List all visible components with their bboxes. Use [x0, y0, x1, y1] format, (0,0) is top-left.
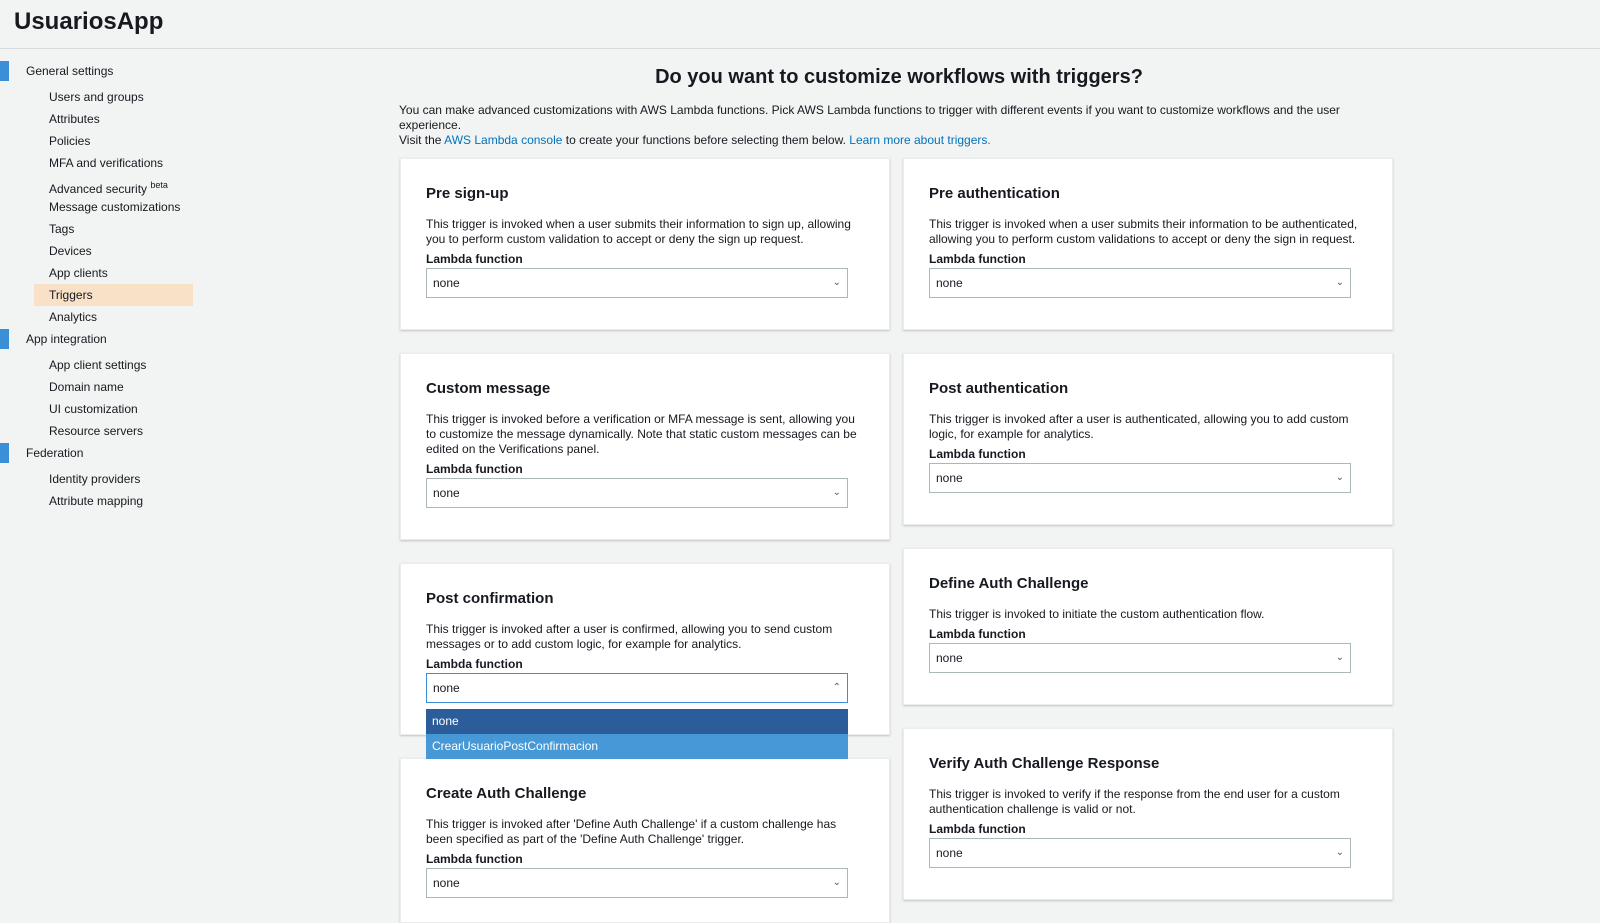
sidebar-item-triggers[interactable]: Triggers — [34, 284, 193, 306]
chevron-down-icon: ⌄ — [1335, 277, 1344, 288]
lambda-function-label: Lambda function — [426, 252, 523, 266]
lambda-function-select[interactable] — [426, 478, 848, 508]
trigger-card-create-auth-challenge — [400, 758, 890, 923]
section-marker — [0, 443, 9, 463]
trigger-card-verify-auth-challenge — [903, 728, 1393, 900]
lambda-function-select[interactable] — [426, 868, 848, 898]
select-value: none — [433, 276, 460, 290]
select-value: none — [936, 471, 963, 485]
nav-section-label: General settings — [26, 64, 114, 78]
dropdown-option-none[interactable]: none — [426, 709, 848, 734]
sidebar-item-attribute-mapping[interactable]: Attribute mapping — [49, 494, 144, 508]
nav-section-app-integration[interactable] — [0, 328, 200, 350]
trigger-card-pre-authentication — [903, 158, 1393, 330]
sidebar-item-attributes[interactable]: Attributes — [49, 112, 100, 126]
sidebar-item-policies[interactable]: Policies — [49, 134, 91, 148]
main-content — [399, 60, 1399, 148]
chevron-down-icon: ⌄ — [1335, 847, 1344, 858]
nav-section-general-settings[interactable] — [0, 60, 200, 82]
section-marker — [0, 329, 9, 349]
sidebar-item-users-and-groups[interactable]: Users and groups — [49, 90, 144, 104]
sidebar-item-ui-customization[interactable]: UI customization — [49, 402, 138, 416]
select-value: none — [433, 681, 460, 695]
lambda-function-label: Lambda function — [426, 852, 523, 866]
card-title: Define Auth Challenge — [929, 575, 1089, 592]
nav-section-label: App integration — [26, 332, 107, 346]
lambda-function-select[interactable] — [929, 643, 1351, 673]
intro-line: You can make advanced customizations with AWS Lambda functions. Pick AWS Lambda functions to trigger with different events if you want to customize workflows and the user experience. — [399, 103, 1340, 132]
app-header — [0, 0, 1600, 49]
learn-more-link[interactable]: Learn more about triggers. — [849, 133, 991, 147]
lambda-function-label: Lambda function — [929, 252, 1026, 266]
nav-section-federation[interactable] — [0, 442, 200, 464]
sidebar-item-mfa[interactable]: MFA and verifications — [49, 156, 164, 170]
nav-section-label: Federation — [26, 446, 84, 460]
chevron-up-icon: ⌃ — [832, 682, 841, 693]
sidebar-item-domain-name[interactable]: Domain name — [49, 380, 124, 394]
select-value: none — [433, 876, 460, 890]
sidebar-item-devices[interactable]: Devices — [49, 244, 92, 258]
card-title: Post authentication — [929, 380, 1069, 397]
card-description: This trigger is invoked before a verification or MFA message is sent, allowing you to customize the message dynamically. Note that static custom messages can be edited on the Verifications panel. — [426, 412, 857, 456]
chevron-down-icon: ⌄ — [1335, 472, 1344, 483]
card-description: This trigger is invoked after a user is confirmed, allowing you to send custom messages or to add custom logic, for example for analytics. — [426, 622, 833, 651]
sidebar-item-analytics[interactable]: Analytics — [49, 310, 98, 324]
select-value: none — [936, 846, 963, 860]
card-description: This trigger is invoked when a user submits their information to sign up, allowing you to perform custom validation to accept or deny the sign up request. — [426, 217, 851, 246]
select-value: none — [936, 276, 963, 290]
beta-badge: beta — [150, 180, 168, 190]
sidebar-item-advanced-security[interactable] — [0, 174, 200, 196]
lambda-function-select[interactable] — [426, 673, 848, 703]
sidebar-item-label: Advanced security — [49, 182, 148, 196]
lambda-function-select[interactable] — [929, 463, 1351, 493]
lambda-function-label: Lambda function — [426, 462, 523, 476]
dropdown-option-crear-usuario[interactable]: CrearUsuarioPostConfirmacion — [426, 734, 848, 759]
lambda-function-select[interactable] — [929, 268, 1351, 298]
chevron-down-icon: ⌄ — [832, 487, 841, 498]
sidebar-item-identity-providers[interactable]: Identity providers — [49, 472, 141, 486]
chevron-down-icon: ⌄ — [832, 277, 841, 288]
card-title: Pre authentication — [929, 185, 1060, 202]
sidebar-item-message-customizations[interactable]: Message customizations — [49, 200, 181, 214]
trigger-card-define-auth-challenge — [903, 548, 1393, 705]
chevron-down-icon: ⌄ — [1335, 652, 1344, 663]
card-title: Create Auth Challenge — [426, 785, 587, 802]
sidebar-item-tags[interactable]: Tags — [49, 222, 75, 236]
intro-visit: Visit the — [399, 133, 442, 147]
card-title: Verify Auth Challenge Response — [929, 755, 1160, 772]
sidebar — [0, 60, 200, 512]
trigger-card-custom-message — [400, 353, 890, 540]
card-title: Pre sign-up — [426, 185, 509, 202]
lambda-function-select[interactable] — [426, 268, 848, 298]
intro-text — [399, 103, 1399, 148]
section-marker — [0, 61, 9, 81]
trigger-card-post-authentication — [903, 353, 1393, 525]
sidebar-item-resource-servers[interactable]: Resource servers — [49, 424, 144, 438]
lambda-function-label: Lambda function — [929, 447, 1026, 461]
lambda-function-select[interactable] — [929, 838, 1351, 868]
lambda-function-label: Lambda function — [929, 822, 1026, 836]
sidebar-item-app-clients[interactable]: App clients — [49, 266, 108, 280]
select-value: none — [936, 651, 963, 665]
card-description: This trigger is invoked to initiate the custom authentication flow. — [929, 607, 1265, 621]
card-description: This trigger is invoked after a user is authenticated, allowing you to add custom logic, for example for analytics. — [929, 412, 1349, 441]
lambda-function-label: Lambda function — [426, 657, 523, 671]
app-title: UsuariosApp — [14, 8, 164, 35]
chevron-down-icon: ⌄ — [832, 877, 841, 888]
card-description: This trigger is invoked after 'Define Auth Challenge' if a custom challenge has been specified as part of the 'Define Auth Challenge' trigger. — [426, 817, 837, 846]
card-description: This trigger is invoked when a user submits their information to be authenticated, allowing you to perform custom validations to accept or deny the sign in request. — [929, 217, 1358, 246]
aws-lambda-console-link[interactable]: AWS Lambda console — [444, 133, 563, 147]
lambda-function-dropdown — [426, 709, 848, 759]
select-value: none — [433, 486, 460, 500]
card-description: This trigger is invoked to verify if the response from the end user for a custom authentication challenge is valid or not. — [929, 787, 1340, 816]
card-title: Post confirmation — [426, 590, 554, 607]
intro-after-link: to create your functions before selecting them below. — [565, 133, 846, 147]
sidebar-item-app-client-settings[interactable]: App client settings — [49, 358, 147, 372]
page-title: Do you want to customize workflows with triggers? — [655, 66, 1143, 88]
card-title: Custom message — [426, 380, 551, 397]
lambda-function-label: Lambda function — [929, 627, 1026, 641]
trigger-card-pre-sign-up — [400, 158, 890, 330]
